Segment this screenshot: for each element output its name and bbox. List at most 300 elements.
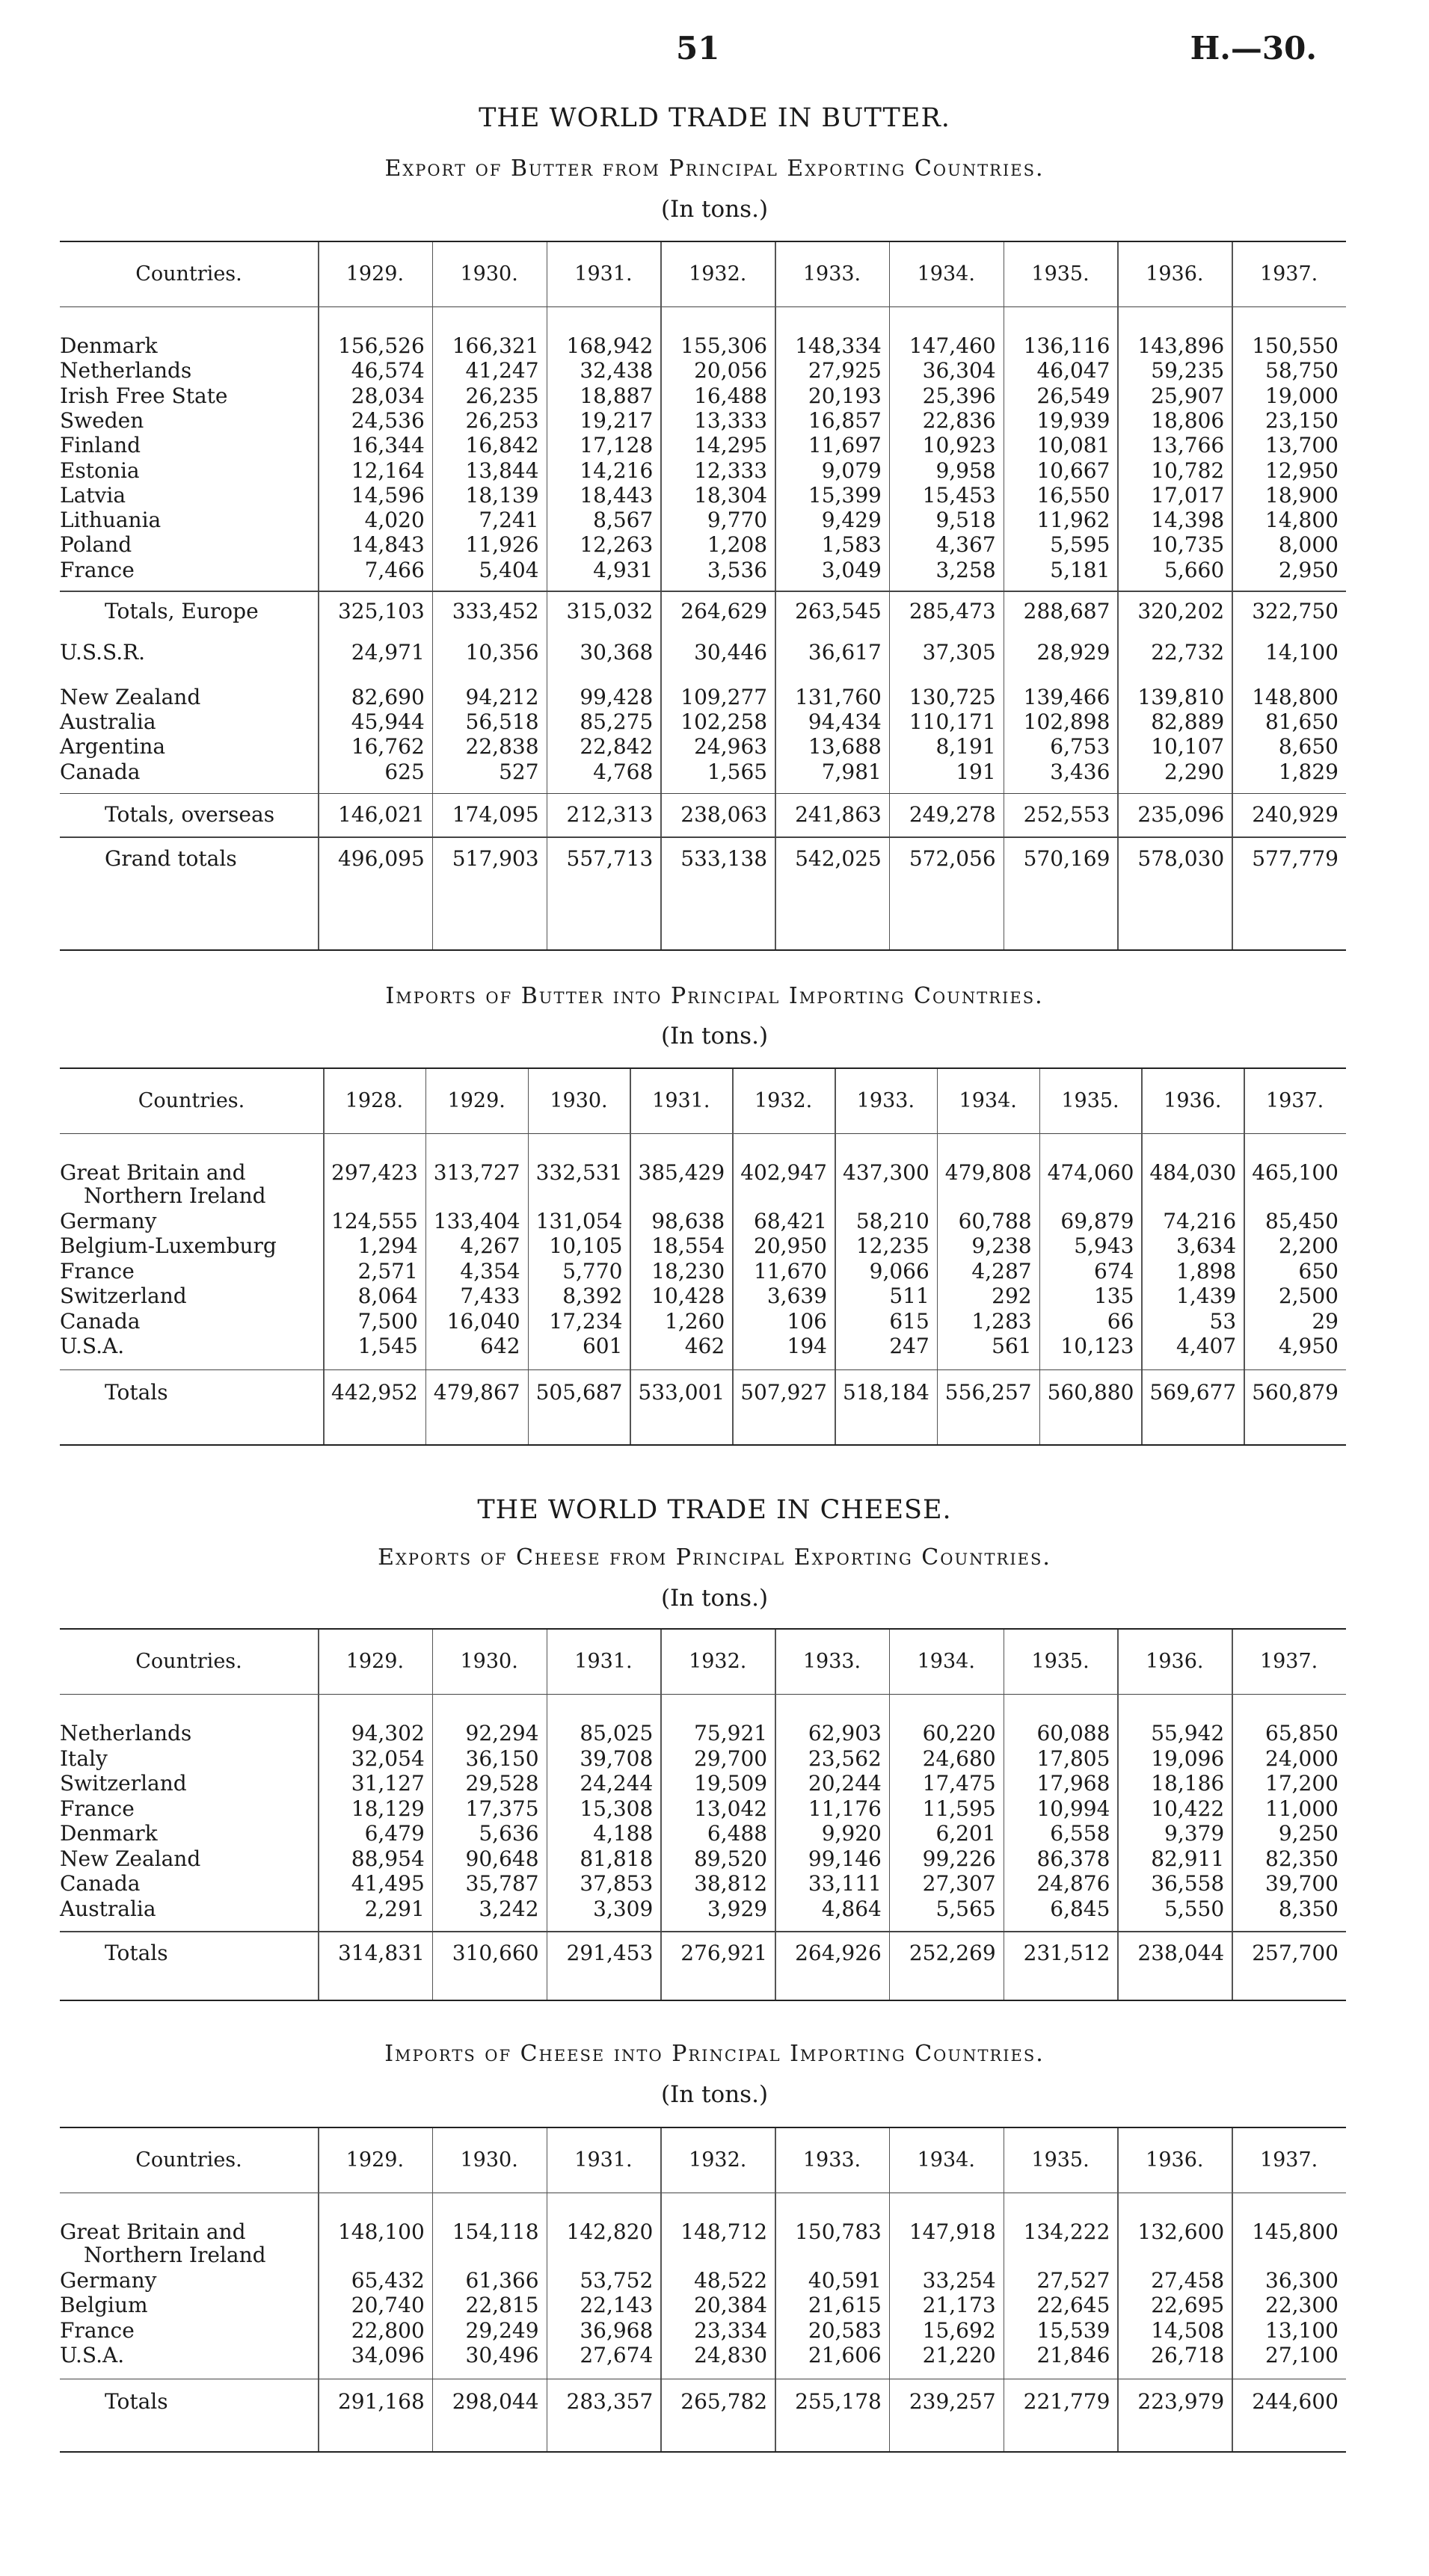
table-cell: 18,900 [1265, 482, 1339, 508]
year-header: 1933. [856, 1089, 915, 1112]
table-cell: 21,606 [808, 2343, 882, 2367]
table-cell: 69,879 [1060, 1208, 1134, 1233]
cheese-import-subtitle: Imports of Cheese into Principal Importing Countries. [384, 2041, 1045, 2067]
table-cell: 240,929 [1252, 801, 1339, 827]
year-header: 1933. [802, 1650, 861, 1673]
table-cell: 6,558 [1050, 1821, 1110, 1846]
country-name: Germany [60, 1208, 157, 1233]
table-cell: 325,103 [337, 599, 425, 623]
country-name: U.S.A. [60, 2343, 125, 2367]
table-cell: 33,111 [808, 1871, 882, 1896]
table-cell: 11,962 [1036, 508, 1110, 533]
table-cell: 4,267 [460, 1233, 520, 1258]
table-cell: 81,650 [1265, 709, 1339, 734]
table-cell: 12,950 [1265, 457, 1339, 483]
table-cell: 36,558 [1151, 1871, 1225, 1896]
year-header: 1934. [917, 1650, 975, 1673]
table-cell: 5,181 [1050, 557, 1110, 582]
table-cell: 223,979 [1137, 2388, 1225, 2414]
table-cell: 298,044 [452, 2388, 539, 2414]
total-separator [60, 591, 1346, 592]
total-separator [60, 2379, 1346, 2380]
table-cell: 41,247 [465, 358, 539, 383]
table-cell: 99,226 [922, 1846, 996, 1871]
country-name: Great Britain and [60, 1160, 246, 1185]
table-cell: 291,168 [337, 2388, 425, 2414]
country-name: Estonia [60, 457, 140, 483]
table-row [60, 640, 1346, 665]
table-cell: 18,230 [651, 1258, 725, 1284]
table-cell: 479,867 [433, 1379, 520, 1405]
table-cell: 4,354 [460, 1258, 520, 1284]
table-row [60, 1380, 1346, 1405]
table-cell: 402,947 [740, 1160, 827, 1185]
table-cell: 507,927 [740, 1379, 827, 1405]
country-name: Canada [60, 759, 141, 784]
table-cell: 8,000 [1278, 532, 1339, 558]
table-cell: 82,889 [1151, 709, 1225, 734]
table-cell: 29,249 [465, 2317, 539, 2343]
table-row [60, 759, 1346, 784]
table-cell: 4,864 [821, 1896, 882, 1921]
table-cell: 65,850 [1265, 1721, 1339, 1745]
table-cell: 9,379 [1164, 1821, 1225, 1846]
year-header: 1931. [574, 2148, 633, 2172]
year-header: 1932. [754, 1089, 813, 1112]
table-cell: 37,305 [922, 640, 996, 665]
butter-export-unit: (In tons.) [660, 196, 769, 223]
table-header-row [60, 1069, 1346, 1134]
cheese-export-subtitle: Exports of Cheese from Principal Exporting Countries. [378, 1544, 1051, 1571]
country-name: Finland [60, 433, 141, 458]
table-cell: 231,512 [1023, 1941, 1110, 1965]
year-header: 1936. [1146, 2148, 1204, 2172]
table-cell: 92,294 [465, 1721, 539, 1745]
country-name: Canada [60, 1308, 141, 1334]
table-cell: 17,128 [580, 433, 654, 458]
country-name: Switzerland [60, 1284, 187, 1308]
year-header: 1936. [1146, 262, 1204, 286]
table-cell: 36,304 [922, 358, 996, 383]
table-cell: 315,032 [566, 599, 654, 623]
table-cell: 156,526 [337, 333, 425, 358]
table-cell: 20,244 [808, 1771, 882, 1796]
table-cell: 8,567 [593, 508, 654, 533]
table-cell: 527 [499, 759, 539, 784]
country-name: Irish Free State [60, 383, 228, 408]
table-cell: 332,531 [535, 1160, 623, 1185]
table-cell: 17,475 [922, 1771, 996, 1796]
table-cell: 13,688 [808, 734, 882, 759]
table-cell: 10,081 [1036, 433, 1110, 458]
table-cell: 12,263 [580, 532, 654, 558]
table-cell: 20,193 [808, 383, 882, 408]
total-separator [60, 1369, 1346, 1371]
table-cell: 4,188 [593, 1821, 654, 1846]
country-name: Totals [105, 2388, 168, 2414]
table-cell: 2,291 [364, 1896, 425, 1921]
table-cell: 21,173 [922, 2293, 996, 2317]
table-cell: 7,241 [479, 508, 539, 533]
table-cell: 30,446 [694, 640, 768, 665]
butter-export-table [60, 241, 1346, 951]
table-cell: 22,300 [1265, 2293, 1339, 2317]
table-row [60, 846, 1346, 871]
table-cell: 15,308 [580, 1796, 654, 1821]
table-cell: 139,466 [1023, 684, 1110, 709]
table-cell: 23,334 [694, 2317, 768, 2343]
table-cell: 15,453 [922, 482, 996, 508]
table-cell: 26,718 [1151, 2343, 1225, 2367]
table-cell: 16,488 [694, 383, 768, 408]
table-row [60, 1796, 1346, 1821]
table-cell: 36,150 [465, 1745, 539, 1771]
table-cell: 6,479 [364, 1821, 425, 1846]
table-cell: 59,235 [1151, 358, 1225, 383]
table-row [60, 1871, 1346, 1896]
table-cell: 26,253 [465, 407, 539, 433]
table-cell: 8,191 [935, 734, 996, 759]
country-name: Netherlands [60, 1721, 192, 1745]
table-cell: 19,096 [1151, 1745, 1225, 1771]
table-cell: 191 [956, 759, 996, 784]
table-row [60, 483, 1346, 508]
year-header: 1933. [802, 2148, 861, 2172]
table-cell: 24,000 [1265, 1745, 1339, 1771]
table-cell: 21,846 [1036, 2343, 1110, 2367]
table-cell: 13,700 [1265, 433, 1339, 458]
table-row [60, 1941, 1346, 1965]
table-cell: 8,350 [1278, 1896, 1339, 1921]
table-cell: 139,810 [1137, 684, 1225, 709]
country-name: Switzerland [60, 1771, 187, 1796]
table-cell: 3,242 [479, 1896, 539, 1921]
table-cell: 12,164 [351, 457, 425, 483]
table-cell: 94,212 [465, 684, 539, 709]
table-cell: 556,257 [944, 1379, 1032, 1405]
table-cell: 11,595 [922, 1796, 996, 1821]
table-cell: 572,056 [909, 846, 996, 872]
table-cell: 9,066 [869, 1258, 929, 1284]
table-cell: 5,565 [935, 1896, 996, 1921]
cheese-import-unit: (In tons.) [660, 2081, 769, 2108]
country-name: Latvia [60, 482, 126, 508]
year-header: 1930. [550, 1089, 608, 1112]
table-cell: 24,963 [694, 734, 768, 759]
table-cell: 85,275 [580, 709, 654, 734]
table-cell: 292 [992, 1284, 1032, 1308]
table-cell: 320,202 [1137, 599, 1225, 623]
table-cell: 276,921 [680, 1941, 768, 1965]
table-row [60, 383, 1346, 408]
table-cell: 75,921 [694, 1721, 768, 1745]
table-cell: 58,750 [1265, 358, 1339, 383]
table-row [60, 1846, 1346, 1871]
table-cell: 505,687 [535, 1379, 623, 1405]
year-header: 1935. [1031, 1650, 1090, 1673]
country-name: France [60, 2317, 135, 2343]
table-cell: 1,283 [971, 1308, 1032, 1334]
table-cell: 19,939 [1036, 407, 1110, 433]
cheese-export-unit: (In tons.) [660, 1585, 769, 1612]
table-cell: 20,950 [754, 1233, 827, 1258]
table-cell: 1,898 [1176, 1258, 1237, 1284]
table-cell: 9,770 [707, 508, 768, 533]
countries-header: Countries. [138, 1089, 245, 1112]
table-cell: 437,300 [843, 1160, 929, 1185]
butter-import-table [60, 1067, 1346, 1446]
table-cell: 132,600 [1137, 2219, 1225, 2244]
table-row [60, 1309, 1346, 1334]
table-cell: 239,257 [909, 2388, 996, 2414]
table-cell: 27,925 [808, 358, 882, 383]
table-cell: 27,458 [1151, 2267, 1225, 2293]
table-cell: 285,473 [909, 599, 996, 623]
table-cell: 110,171 [909, 709, 996, 734]
table-row [60, 1771, 1346, 1796]
country-name: Netherlands [60, 358, 192, 383]
year-header: 1932. [689, 2148, 747, 2172]
table-cell: 27,674 [580, 2343, 654, 2367]
table-row [60, 558, 1346, 582]
table-row [60, 802, 1346, 827]
table-cell: 194 [787, 1334, 827, 1358]
year-header: 1929. [345, 262, 405, 286]
table-cell: 18,443 [580, 482, 654, 508]
table-cell: 15,692 [922, 2317, 996, 2343]
table-cell: 26,235 [465, 383, 539, 408]
table-cell: 5,660 [1164, 557, 1225, 582]
table-cell: 314,831 [337, 1941, 425, 1965]
table-cell: 14,100 [1265, 640, 1339, 665]
table-cell: 10,667 [1036, 457, 1110, 483]
table-cell: 560,880 [1047, 1379, 1134, 1405]
table-cell: 288,687 [1023, 599, 1110, 623]
year-header: 1928. [345, 1089, 404, 1112]
table-cell: 106 [787, 1308, 827, 1334]
table-cell: 65,432 [351, 2267, 425, 2293]
country-name: Sweden [60, 407, 144, 433]
table-cell: 561 [992, 1334, 1032, 1358]
table-cell: 150,550 [1252, 333, 1339, 358]
table-cell: 642 [480, 1334, 520, 1358]
butter-import-subtitle: Imports of Butter into Principal Importing Countries. [385, 983, 1044, 1009]
table-row [60, 408, 1346, 433]
table-row [60, 1284, 1346, 1308]
country-name: France [60, 557, 135, 582]
table-cell: 35,787 [465, 1871, 539, 1896]
table-cell: 58,210 [855, 1208, 929, 1233]
table-cell: 241,863 [795, 801, 882, 827]
country-name: Denmark [60, 1821, 158, 1846]
table-cell: 16,857 [808, 407, 882, 433]
table-cell: 442,952 [331, 1379, 418, 1405]
table-cell: 26,549 [1036, 383, 1110, 408]
table-cell: 86,378 [1036, 1846, 1110, 1871]
table-cell: 10,105 [549, 1233, 623, 1258]
table-cell: 41,495 [351, 1871, 425, 1896]
table-cell: 11,176 [808, 1796, 882, 1821]
table-cell: 10,123 [1060, 1334, 1134, 1358]
table-cell: 496,095 [337, 846, 425, 872]
table-cell: 30,368 [580, 640, 654, 665]
table-cell: 1,208 [707, 532, 768, 558]
table-cell: 1,545 [357, 1334, 418, 1358]
table-cell: 99,428 [580, 684, 654, 709]
table-cell: 124,555 [331, 1208, 418, 1233]
table-cell: 6,201 [935, 1821, 996, 1846]
table-cell: 24,680 [922, 1745, 996, 1771]
table-cell: 15,539 [1036, 2317, 1110, 2343]
table-cell: 462 [684, 1334, 725, 1358]
table-cell: 265,782 [680, 2388, 768, 2414]
table-cell: 625 [384, 759, 425, 784]
table-cell: 518,184 [843, 1379, 929, 1405]
table-cell: 10,428 [651, 1284, 725, 1308]
year-header: 1937. [1259, 1650, 1318, 1673]
year-header: 1937. [1259, 2148, 1318, 2172]
table-cell: 18,139 [465, 482, 539, 508]
table-cell: 9,238 [971, 1233, 1032, 1258]
countries-header: Countries. [135, 262, 242, 286]
cheese-section-title: THE WORLD TRADE IN CHEESE. [477, 1495, 952, 1525]
table-cell: 10,356 [465, 640, 539, 665]
table-row [60, 1746, 1346, 1771]
table-cell: 23,562 [808, 1745, 882, 1771]
table-cell: 21,615 [808, 2293, 882, 2317]
table-cell: 32,438 [580, 358, 654, 383]
table-cell: 27,527 [1036, 2267, 1110, 2293]
table-cell: 4,931 [593, 557, 654, 582]
table-cell: 98,638 [651, 1208, 725, 1233]
country-name: Grand totals [105, 846, 237, 872]
table-cell: 102,258 [680, 709, 768, 734]
table-cell: 16,550 [1036, 482, 1110, 508]
table-cell: 5,943 [1074, 1233, 1134, 1258]
table-cell: 25,907 [1151, 383, 1225, 408]
table-cell: 24,971 [351, 640, 425, 665]
table-cell: 19,000 [1265, 383, 1339, 408]
country-name: Totals, Europe [105, 599, 259, 623]
table-cell: 68,421 [754, 1208, 827, 1233]
table-cell: 174,095 [452, 801, 539, 827]
table-row [60, 2219, 1346, 2267]
table-row [60, 2293, 1346, 2317]
table-cell: 7,466 [364, 557, 425, 582]
table-cell: 20,740 [351, 2293, 425, 2317]
table-cell: 3,634 [1176, 1233, 1237, 1258]
year-header: 1935. [1031, 262, 1090, 286]
country-name: Australia [60, 1896, 156, 1921]
table-cell: 166,321 [452, 333, 539, 358]
table-cell: 2,950 [1278, 557, 1339, 582]
table-cell: 20,384 [694, 2293, 768, 2317]
table-cell: 99,146 [808, 1846, 882, 1871]
country-name: Lithuania [60, 508, 162, 533]
total-separator [60, 793, 1346, 795]
year-header: 1934. [959, 1089, 1017, 1112]
table-cell: 3,309 [593, 1896, 654, 1921]
table-cell: 7,981 [821, 759, 882, 784]
table-cell: 385,429 [638, 1160, 725, 1185]
country-name: Totals, overseas [105, 801, 275, 827]
table-cell: 10,782 [1151, 457, 1225, 483]
table-cell: 20,583 [808, 2317, 882, 2343]
table-cell: 29,528 [465, 1771, 539, 1796]
table-header-row [60, 2128, 1346, 2193]
table-cell: 291,453 [566, 1941, 654, 1965]
table-cell: 3,436 [1050, 759, 1110, 784]
country-name: Belgium-Luxemburg [60, 1233, 277, 1258]
table-cell: 4,287 [971, 1258, 1032, 1284]
table-cell: 13,333 [694, 407, 768, 433]
table-cell: 22,645 [1036, 2293, 1110, 2317]
table-cell: 9,518 [935, 508, 996, 533]
table-cell: 33,254 [922, 2267, 996, 2293]
table-cell: 74,216 [1163, 1208, 1237, 1233]
table-cell: 14,596 [351, 482, 425, 508]
table-cell: 53,752 [580, 2267, 654, 2293]
year-header: 1929. [447, 1089, 505, 1112]
table-cell: 3,049 [821, 557, 882, 582]
table-row [60, 1821, 1346, 1846]
table-cell: 55,942 [1151, 1721, 1225, 1745]
year-header: 1930. [460, 2148, 518, 2172]
table-cell: 21,220 [922, 2343, 996, 2367]
country-name: Denmark [60, 333, 158, 358]
table-cell: 131,054 [535, 1208, 623, 1233]
table-cell: 16,762 [351, 734, 425, 759]
table-cell: 134,222 [1023, 2219, 1110, 2244]
table-cell: 14,295 [694, 433, 768, 458]
country-name: Germany [60, 2267, 157, 2293]
table-cell: 168,942 [566, 333, 654, 358]
cheese-export-table [60, 1628, 1346, 2001]
table-cell: 650 [1298, 1258, 1339, 1284]
table-row [60, 532, 1346, 557]
table-cell: 56,518 [465, 709, 539, 734]
table-cell: 28,929 [1036, 640, 1110, 665]
butter-import-unit: (In tons.) [660, 1023, 769, 1050]
table-cell: 2,290 [1164, 759, 1225, 784]
table-cell: 5,595 [1050, 532, 1110, 558]
table-cell: 557,713 [566, 846, 654, 872]
table-row [60, 685, 1346, 709]
table-cell: 14,800 [1265, 508, 1339, 533]
year-header: 1930. [460, 262, 518, 286]
table-cell: 484,030 [1149, 1160, 1237, 1185]
table-cell: 244,600 [1252, 2388, 1339, 2414]
table-row [60, 2318, 1346, 2343]
table-cell: 18,304 [694, 482, 768, 508]
country-name: Belgium [60, 2293, 148, 2317]
country-name: Canada [60, 1871, 141, 1896]
table-cell: 12,235 [855, 1233, 929, 1258]
table-cell: 14,398 [1151, 508, 1225, 533]
table-cell: 85,025 [580, 1721, 654, 1745]
country-name: Totals [105, 1379, 168, 1405]
table-cell: 221,779 [1023, 2388, 1110, 2414]
table-cell: 13,100 [1265, 2317, 1339, 2343]
country-name: U.S.A. [60, 1334, 125, 1358]
table-cell: 30,496 [465, 2343, 539, 2367]
table-cell: 18,806 [1151, 407, 1225, 433]
table-cell: 16,842 [465, 433, 539, 458]
table-cell: 148,100 [337, 2219, 425, 2244]
table-row [60, 433, 1346, 457]
table-cell: 9,429 [821, 508, 882, 533]
table-cell: 212,313 [566, 801, 654, 827]
